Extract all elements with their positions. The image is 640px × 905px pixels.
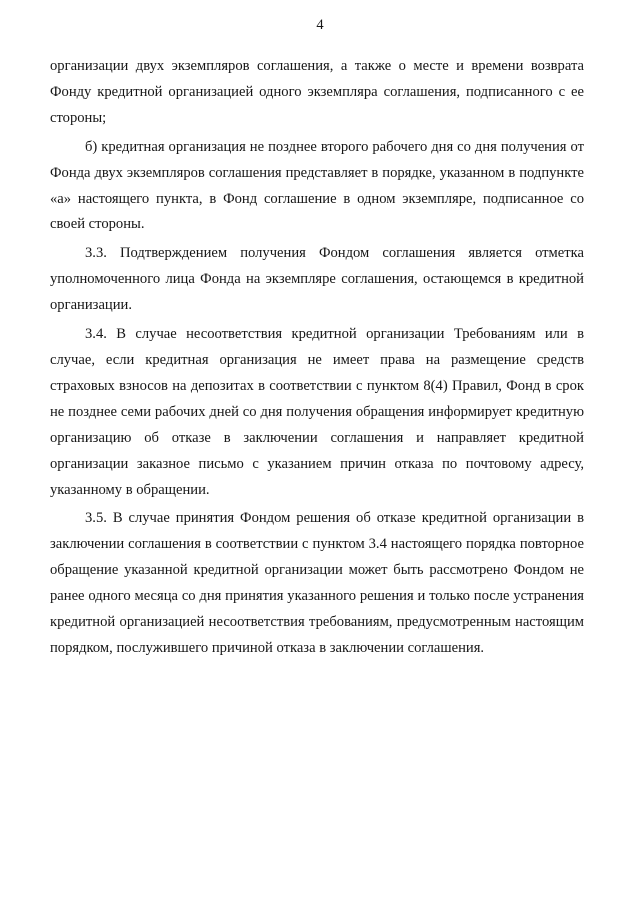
paragraph-clause-3-3: 3.3. Подтверждением получения Фондом соглашения является отметка уполномоченного лица Фонда на экземпляре соглашения, остающемся в кредитной организации.	[50, 245, 584, 314]
document-body	[50, 54, 584, 665]
paragraph-clause-3-4: 3.4. В случае несоответствия кредитной организации Требованиям или в случае, если кредитная организация не имеет права на размещение средств страховых взносов на депозитах в соответствии с пунктом 8(4) Правил, Фонд в срок не позднее семи рабочих дней со дня получения обращения информирует кредитную организацию об отказе в заключении соглашения и направляет кредитной организации заказное письмо с указанием причин отказа по почтовому адресу, указанному в обращении.	[50, 326, 584, 498]
paragraph-clause-3-5: 3.5. В случае принятия Фондом решения об отказе кредитной организации в заключении соглашения в соответствии с пунктом 3.4 настоящего порядка повторное обращение указанной кредитной организации может быть рассмотрено Фондом не ранее одного месяца со дня принятия указанного решения и только после устранения кредитной организацией несоответствия требованиям, предусмотренным настоящим порядком, послужившего причиной отказа в заключении соглашения.	[50, 510, 584, 656]
page-number: 4	[316, 17, 324, 33]
paragraph-continuation: организации двух экземпляров соглашения, а также о месте и времени возврата Фонду кредитной организацией одного экземпляра соглашения, подписанного с ее стороны;	[50, 58, 584, 126]
paragraph-item-b: б) кредитная организация не позднее второго рабочего дня со дня получения от Фонда двух экземпляров соглашения представляет в порядке, указанном в подпункте «а» настоящего пункта, в Фонд соглашение в одном экземпляре, подписанное со своей стороны.	[50, 138, 584, 233]
